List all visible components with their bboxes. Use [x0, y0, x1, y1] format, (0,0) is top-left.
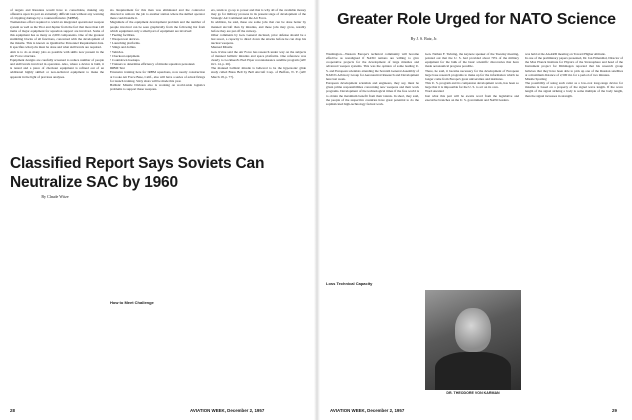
right-page-number: 29 — [612, 408, 617, 413]
right-column-3: was held at the AGARD meeting on Toward Higher Altitude. In one of the preliminary papers presented, Dr. Jan Pimenthal, Director of the Max Planck Institute for Physics of the Stratosphere and head of the Instrument project for Dimmagen reported that his research group believes that they have been able to pick up one of the Russian satellites at a maximum distance of 2,500 mi. for a period of two minutes. Missile Spotting The possibility of using such radar as a low-cost long-range device for missiles is based on a property of the signal wave length. If the wave length of the signal striking a body is some multiple of the body length, then the signal increases in strength. — [525, 52, 623, 98]
page-gutter — [314, 0, 320, 420]
photo-caption: DR. THEODORE VON KARMAN — [446, 391, 500, 395]
left-byline: By Claude Witze — [10, 194, 100, 199]
portrait-photo — [425, 290, 521, 390]
portrait-suit — [435, 352, 511, 390]
right-headline: Greater Role Urged for NATO Science — [337, 11, 616, 28]
left-column-2: sis. Requirement for this man was eliminated and the contractor directed to remove the job to another station where the skilled operator there could handle it. Magnitude of the equipment development problem and the number of people involved can be seen graphically from the following list from which equipment only a small part of equipment are involved: • Fueling facilities. • Weapon test devices. • Launching platforms. • Slings and dollies. • Vehicles. • Checkout equipment. • Countdown hookups. • Trainers to determine efficiency of missile squadron personnel. IRBM Test Extensive training here for IRBM squadrons, now nearly construction at Cooke Air Force Base, Calif., also will have a series of actual firings for launch training. Sixty shots will be made this year. Ballistic Missile Division also is working on world-wide logistics problems to support these weapons. — [110, 8, 205, 91]
right-footer-issue: AVIATION WEEK, December 2, 1957 — [330, 408, 405, 413]
portrait-face — [455, 308, 491, 352]
left-headline: Classified Report Says Soviets Can Neutralize SAC by 1960 — [10, 150, 300, 192]
right-column-2: Gen. Nathan F. Twining, the keynote speaker of the Tuesday meeting, pointed out that the U. S. had provided about 70% of the military equipment for the bulk of the basic scientific discoveries that have made aeronautical progress possible. There, he said, it became necessary for the development of European large base research programs to make up for the information which no longer come from Europe's great universities and institutes. This U. S. program and its companion development work, has been so large that it is impossible for the U. S. to act on its own. Word Awaited Just what this part will be awaits word from the legislative and executive branches on the U. S. government and NATO leaders. — [425, 52, 519, 102]
left-footer-issue: AVIATION WEEK, December 2, 1957 — [190, 408, 265, 413]
left-column-1: of targets and Russians would have to consolidate, making any offensive upon its part an extremely difficult task without any warning of crippling damage by a counteroffensive (SRBM). Tremendous effort required to wield an integrated operational weapon system as well as the Thor and Jupiter from the fact that more than 120 items of major equipment for squadron support are involved. Some of this equipment has as many as 2,000 components. One of the greatest stumbling blocks of all functions, concerned with the development of the missile. This is known as Qualitative Personnel Requirement data. It specifies what jobs must be done and what skill levels are required. Aim is to do as many jobs as possible with skills now present in the Air Force structure. Equipment designs are carefully screened to reduce number of people and skill levels involved in operation. Also, where a device is built, it is tested and a piece of checkout equipment is refined out of an additional highly skilled or non-technical equipment to make the apparent in the light of previous analyses. — [10, 8, 104, 79]
right-column-1: Washington—Western Europe's technical community will become effective as nonaligned if NATO nations are willing to give cooperative projects for the development of large missiles and advanced weapon systems. This was the opinion of some leading U. S. and European scientists attending the Seventh General Assembly of NATO's Advisory Group for Aeronautical Research and Development here last week. European development scientists and engineers, they say, must be given prime responsibilities concerning new weapons and their work programs. Development of the technological times if the free world is to obtain the maximum benefit from their talents. In short, they said, the people of the respective countries have great potential to do the sophisticated high-technology factual work. — [326, 52, 419, 106]
subhead-loss-technical-capacity: Loss Technical Capacity — [326, 280, 419, 287]
left-page-number: 28 — [10, 408, 15, 413]
subhead-how-to-meet-challenge: How to Meet Challenge — [110, 299, 205, 306]
right-byline: By J. S. Butz, Jr. — [410, 36, 438, 41]
left-column-3: ers, tends to go up to power and that is why all of the available money may go for military prowess in its present stage of development of the Strategic Air Command and the Air Force. In addition, he said, these are some jobs that can be done better by manned aircraft than by missiles, and these jobs may grow, notably before they are put off the runway. Other comments by Gen. General declared, prior defense should be a last resort, a capacity to direct down the attacks before he can drop his nuclear weapons. Manned Missile Gen. Irvine said the Air Force has research under way on the subjects of manned ballistic missiles and space platforms. One reference was clearly to Lockheed's Pied Piper reconnaissance satellite program (AW Oct. 14, p. 26). The manned ballistic missile is believed to be the hypersonic glide study called Brass Bell by Bell Aircraft Corp. of Buffalo, N. Y. (AW March 18, p. 77). — [211, 8, 306, 79]
